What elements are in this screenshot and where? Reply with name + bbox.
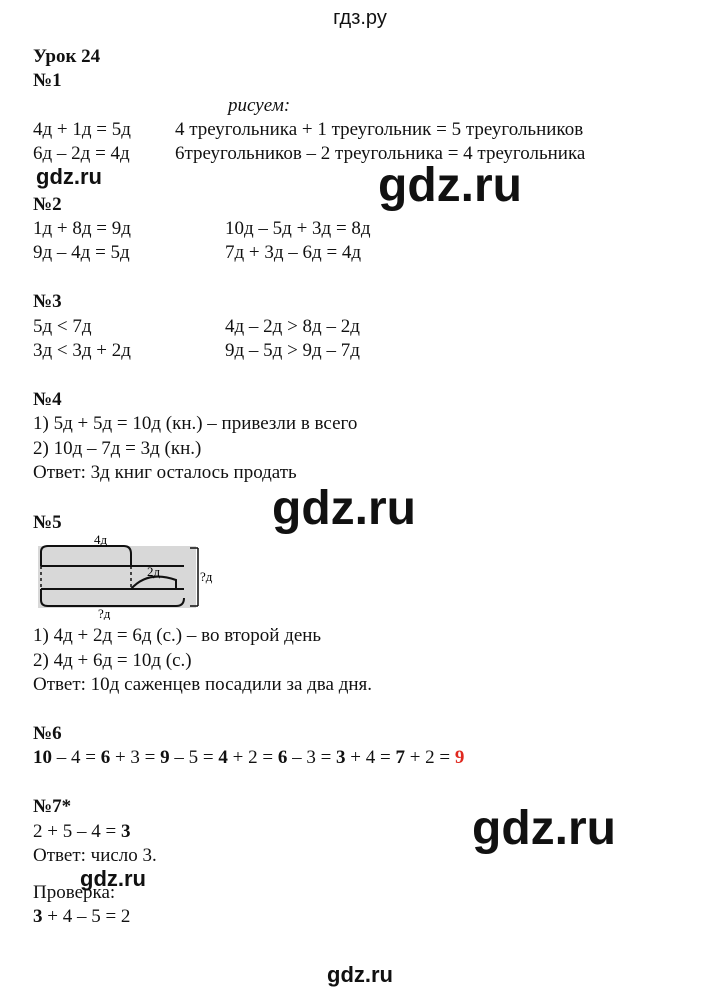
task7-expr: 2 + 5 – 4 = <box>33 821 121 842</box>
task4-answer: Ответ: 3д книг осталось продать <box>33 462 297 483</box>
watermark-footer: gdz.ru <box>327 962 393 987</box>
task1-row2-right: 6треугольников – 2 треугольника = 4 треугольника <box>175 143 586 164</box>
watermark-large-1: gdz.ru <box>378 159 522 212</box>
diagram-middle-label: 2д <box>147 564 161 579</box>
chain-part: 9 <box>160 747 170 768</box>
task5-line1: 1) 4д + 2д = 6д (с.) – во второй день <box>33 625 322 646</box>
chain-part: – 5 = <box>169 747 219 768</box>
task7-check <box>33 906 130 928</box>
lesson-title: Урок 24 <box>33 46 101 67</box>
task1-caption: рисуем: <box>228 95 291 116</box>
task7-expr-result: 3 <box>120 821 131 842</box>
task6-chain <box>33 747 464 769</box>
chain-final-answer: 9 <box>454 747 465 768</box>
task2-row2-right: 7д + 3д – 6д = 4д <box>225 242 362 263</box>
task6-number: №6 <box>33 723 62 744</box>
task5-diagram <box>36 534 226 620</box>
chain-part: 6 <box>100 747 111 768</box>
diagram-top-label: 4д <box>94 534 108 547</box>
task7-number: №7* <box>33 796 72 817</box>
task5-answer: Ответ: 10д саженцев посадили за два дня. <box>33 674 373 695</box>
task2-row1-right: 10д – 5д + 3д = 8д <box>225 218 371 239</box>
task7-expression <box>33 821 130 843</box>
site-title: гдз.ру <box>333 7 387 29</box>
chain-part: + 4 = <box>345 747 396 768</box>
task4-line2: 2) 10д – 7д = 3д (кн.) <box>33 438 202 459</box>
chain-part: 7 <box>395 747 405 768</box>
task4-line1: 1) 5д + 5д = 10д (кн.) – привезли в всего <box>33 413 358 434</box>
task1-number: №1 <box>33 70 62 91</box>
task2-row1-left: 1д + 8д = 9д <box>33 218 131 239</box>
chain-part: 4 <box>218 747 228 768</box>
chain-part: + 2 = <box>404 747 455 768</box>
chain-part: – 4 = <box>52 747 101 768</box>
segment-diagram <box>36 534 226 620</box>
task5-line2: 2) 4д + 6д = 10д (с.) <box>33 650 192 671</box>
diagram-background <box>38 546 196 608</box>
watermark-small-2: gdz.ru <box>80 866 146 891</box>
task2-number: №2 <box>33 194 62 215</box>
chain-part: + 2 = <box>227 747 278 768</box>
task3-row1-right: 4д – 2д > 8д – 2д <box>225 316 360 337</box>
watermark-large-3: gdz.ru <box>472 802 616 855</box>
task1-row2-left: 6д – 2д = 4д <box>33 143 130 164</box>
task4-number: №4 <box>33 389 62 410</box>
task3-row2-right: 9д – 5д > 9д – 7д <box>225 340 360 361</box>
task1-row1-left: 4д + 1д = 5д <box>33 119 131 140</box>
watermark-small-1: gdz.ru <box>36 164 102 189</box>
task3-row2-left: 3д < 3д + 2д <box>33 340 131 361</box>
chain-part: + 3 = <box>110 747 161 768</box>
chain-part: 6 <box>277 747 288 768</box>
chain-part: 3 <box>336 747 346 768</box>
task7-check-lead: 3 <box>33 906 43 927</box>
task7-check-rest: + 4 – 5 = 2 <box>42 906 131 927</box>
task3-number: №3 <box>33 291 62 312</box>
task3-row1-left: 5д < 7д <box>33 316 92 337</box>
task7-answer: Ответ: число 3. <box>33 845 157 866</box>
diagram-side-label: ?д <box>200 569 213 584</box>
task1-row1-right: 4 треугольника + 1 треугольник = 5 треугольников <box>175 119 584 140</box>
task2-row2-left: 9д – 4д = 5д <box>33 242 130 263</box>
chain-part: 10 <box>33 747 52 768</box>
watermark-large-2: gdz.ru <box>272 482 416 535</box>
chain-part: – 3 = <box>287 747 337 768</box>
task5-number: №5 <box>33 512 62 533</box>
task7-check-label: Проверка: <box>33 882 116 903</box>
diagram-bottom-label: ?д <box>98 606 111 620</box>
